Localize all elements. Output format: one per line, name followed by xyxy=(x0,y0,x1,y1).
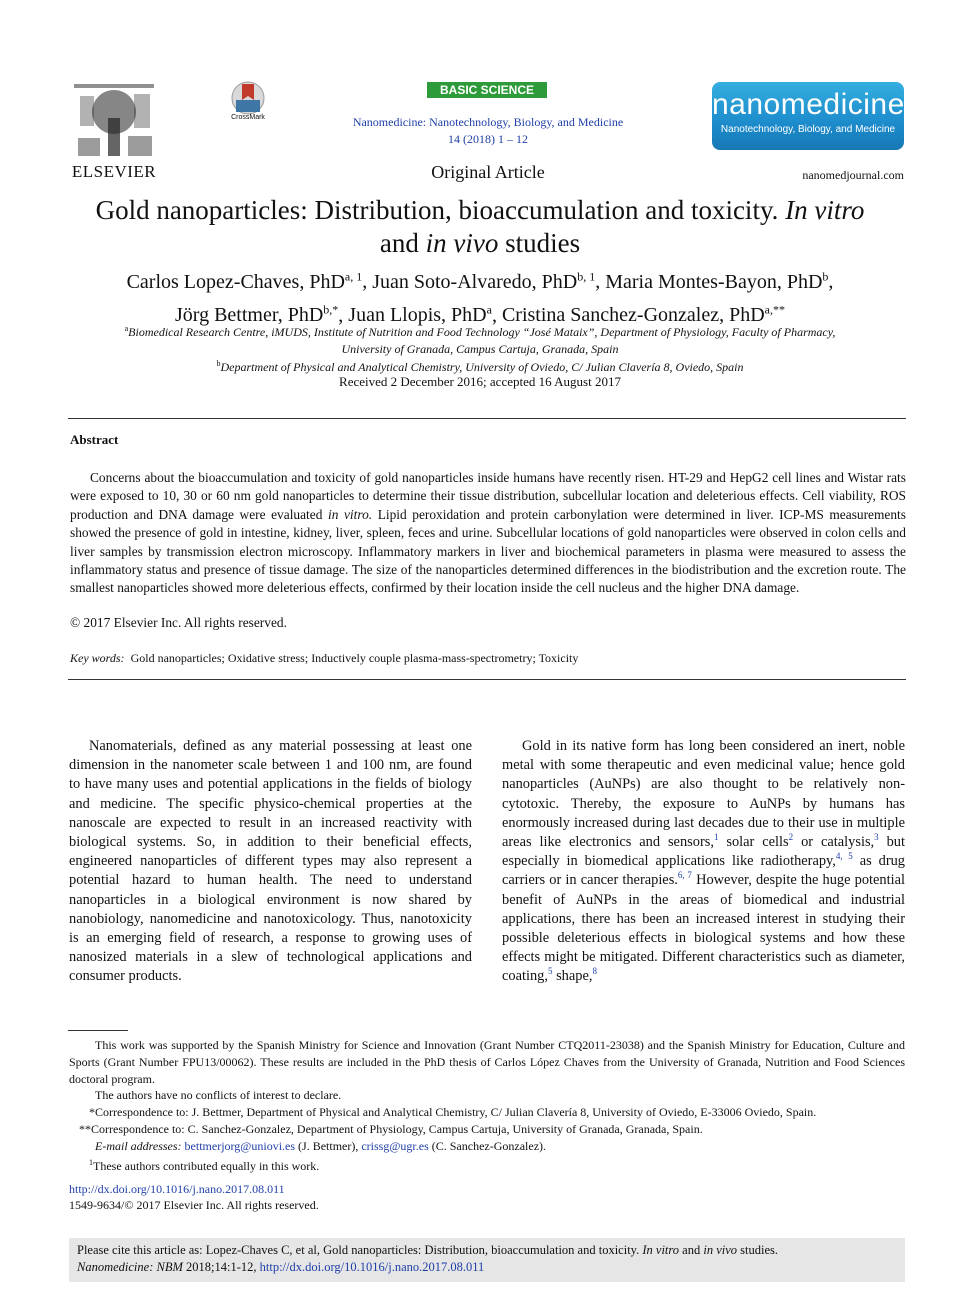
author[interactable]: Juan Llopis, PhD$^a$ xyxy=(348,302,492,327)
basic-science-badge: BASIC SCIENCE xyxy=(427,82,547,98)
email-link[interactable]: bettmerjorg@uniovi.es xyxy=(184,1138,296,1153)
body-left-column: Nanomaterials, defined as any material possessing at least one dimension in the nanometer scale between 1 and 100 nm, are found to have many uses and potential applications in the fields of biology and medicine. The specific physico-chemical properties at the nanoscale are expected to result in an increased reactivity with biological systems. So, in addition to their beneficial effects, engineered nanoparticles of different types may also represent a potential hazard to human health. The need to understand nanoparticles in a biological environment is now shared by nanobiology, nanomedicine and nanotoxicology. Thus, nanotoxicity is an emerging field of research, a response to growing uses of nanosized materials in a slew of technological applications and consumer products. xyxy=(69,738,472,985)
journal-logo-title: nanomedicine xyxy=(712,88,905,121)
divider xyxy=(68,679,906,680)
title-part3: studies xyxy=(505,228,581,258)
journal-logo[interactable] xyxy=(712,82,904,150)
author[interactable]: Carlos Lopez-Chaves, PhD$^{a, 1}$ xyxy=(126,269,363,293)
reference-link[interactable]: 3 xyxy=(874,832,879,843)
conflicts-note: The authors have no conflicts of interest to declare. xyxy=(95,1088,342,1103)
author[interactable]: Jörg Bettmer, PhD$^{b,*}$ xyxy=(175,302,339,327)
title-italic2: in vivo xyxy=(425,228,499,258)
abstract-text: Concerns about the bioaccumulation and toxicity of gold nanoparticles inside humans have recently risen. HT-29 and HepG2 cell lines and Wistar rats were exposed to 10, 30 or 60 nm gold nanoparticles to determine their tissue distribution, subcellular location and deleterious effects. Cell viability, ROS production and DNA damage were evaluated in vitro. Lipid peroxidation and protein carbonylation were determined in liver. ICP-MS measurements showed the presence of gold in intestine, kidney, liver, spleen, feces and urine. Subcellular locations of gold nanoparticles were observed in colon cells and liver samples by transmission electron microscopy. Inflammatory markers in liver and biochemical parameters in plasma were measured to assess the inflammatory status and presence of tissue damage. The size of the nanoparticles determined differences in the biodistribution and the excretion route. The smallest nanoparticles showed more deleterious effects, confirmed by their location inside the cell nucleus and the higher DNA damage. xyxy=(70,470,906,596)
title-part1: Gold nanoparticles: Distribution, bioaccumulation and toxicity. xyxy=(95,195,779,225)
footnotes xyxy=(69,1037,905,1174)
citation-doi-link[interactable]: http://dx.doi.org/10.1016/j.nano.2017.08.011 xyxy=(259,1260,485,1274)
received-dates: Received 2 December 2016; accepted 16 August 2017 xyxy=(339,374,621,389)
reference-link[interactable]: 5 xyxy=(547,966,553,977)
body-right-column: Gold in its native form has long been considered an inert, noble metal with some therapeutic and even medicinal value; hence gold nanoparticles (AuNPs) are also thought to be relatively non-cytotoxic. Thereby, the exposure to AuNPs by humans has enormously increased during last decades due to their use in multiple areas like electronics and sensors,$^1$ solar cells$^2$ or catalysis,$^3$ but especially in biomedical applications like radiotherapy,$^{4, 5}$ as drug carriers or in cancer therapies.$^{6, 7}$ However, despite the huge potential benefit of AuNPs in the areas of biomedical and industrial applications, there has been an increased interest in studying their possible deleterious effects in biological systems and how these effects might be mitigated. Different characteristics such as diameter, coating,$^5$ shape,$^8$ xyxy=(502,738,906,985)
doi-link[interactable]: http://dx.doi.org/10.1016/j.nano.2017.08.011 xyxy=(69,1182,285,1196)
article-title xyxy=(60,194,900,260)
reference-link[interactable]: 1 xyxy=(713,832,719,843)
correspondence-1: *Correspondence to: J. Bettmer, Department of Physical and Analytical Chemistry, C/ Julian Clavería 8, University of Oviedo, E-33006 Oviedo, Spain. xyxy=(89,1105,817,1120)
issn-copyright: 1549-9634/© 2017 Elsevier Inc. All rights reserved. xyxy=(69,1198,319,1212)
elsevier-logo xyxy=(68,78,160,182)
divider xyxy=(68,418,906,419)
author[interactable]: Juan Soto-Alvaredo, PhD$^{b, 1}$ xyxy=(372,269,596,293)
reference-link[interactable]: 6, 7 xyxy=(677,870,692,881)
reference-link[interactable]: 8 xyxy=(592,966,597,977)
title-italic1: In vitro xyxy=(785,195,865,225)
affiliation-a: $^a$Biomedical Research Centre, iMUDS, Institute of Nutrition and Food Technology “José Mataix”, Department of Physiology, Faculty of Pharmacy, University of Granada, Campus Cartuja, Granada, Spain xyxy=(124,324,836,356)
crossmark-label: CrossMark xyxy=(231,114,265,121)
correspondence-2: **Correspondence to: C. Sanchez-Gonzalez, Department of Physiology, Campus Cartuja, University of Granada, Granada, Spain. xyxy=(79,1121,703,1136)
author[interactable]: Maria Montes-Bayon, PhD$^b$ xyxy=(605,269,829,293)
reference-link[interactable]: 4, 5 xyxy=(835,851,853,862)
publisher-name: ELSEVIER xyxy=(71,162,157,181)
funding-note: This work was supported by the Spanish Ministry for Science and Innovation (Grant Number CTQ2011-23038) and the Spanish Ministry for Education, Culture and Sports (Grant Number FPU13/00062). These results are included in the PhD thesis of Carlos López Chaves from the University of Granada, Nutrition and Food Sciences doctoral program. xyxy=(69,1038,905,1086)
citation-box: Please cite this article as: Lopez-Chaves C, et al, Gold nanoparticles: Distribution, bioaccumulation and toxicity. In vitro and in vivo studies. Nanomedicine: NBM 2018;14:1-12, http://dx.doi.org/10.1016/j.nano.2017.08.011 xyxy=(69,1238,905,1282)
article-type: Original Article xyxy=(431,162,545,182)
email-link[interactable]: crissg@ugr.es xyxy=(361,1138,429,1153)
journal-name-link[interactable]: Nanomedicine: Nanotechnology, Biology, and Medicine xyxy=(352,115,624,129)
email-note: E-mail addresses: bettmerjorg@uniovi.es (J. Bettmer), crissg@ugr.es (C. Sanchez-Gonzalez). xyxy=(95,1138,547,1153)
keywords-list: Gold nanoparticles; Oxidative stress; Inductively couple plasma-mass-spectrometry; Toxicity xyxy=(130,651,579,665)
keywords-label: Key words: xyxy=(70,651,125,665)
abstract-heading: Abstract xyxy=(70,432,119,447)
affiliation-b: $^b$Department of Physical and Analytical Chemistry, University of Oviedo, C/ Julian Clavería 8, Oviedo, Spain xyxy=(216,359,744,374)
title-part2: and xyxy=(379,228,419,258)
journal-logo-subtitle: Nanotechnology, Biology, and Medicine xyxy=(720,124,896,135)
author[interactable]: Cristina Sanchez-Gonzalez, PhD$^{a,**}$ xyxy=(501,302,785,327)
author-list: Carlos Lopez-Chaves, PhD$^{a, 1}$, Juan Soto-Alvaredo, PhD$^{b, 1}$, Maria Montes-Bayon, PhD$^b$, Jörg Bettmer, PhD$^{b,*}$, Juan Llopis, PhD$^a$, Cristina Sanchez-Gonzalez, PhD$^{a,**}$ xyxy=(126,269,834,327)
abstract-copyright: © 2017 Elsevier Inc. All rights reserved. xyxy=(70,615,287,630)
equal-contribution-note: $^1$These authors contributed equally in this work. xyxy=(89,1157,320,1173)
journal-volume-link[interactable]: 14 (2018) 1 – 12 xyxy=(448,132,528,146)
keywords xyxy=(70,651,906,666)
journal-website[interactable]: nanomedjournal.com xyxy=(802,168,904,182)
footnote-rule xyxy=(68,1030,128,1031)
reference-link[interactable]: 2 xyxy=(788,832,794,843)
